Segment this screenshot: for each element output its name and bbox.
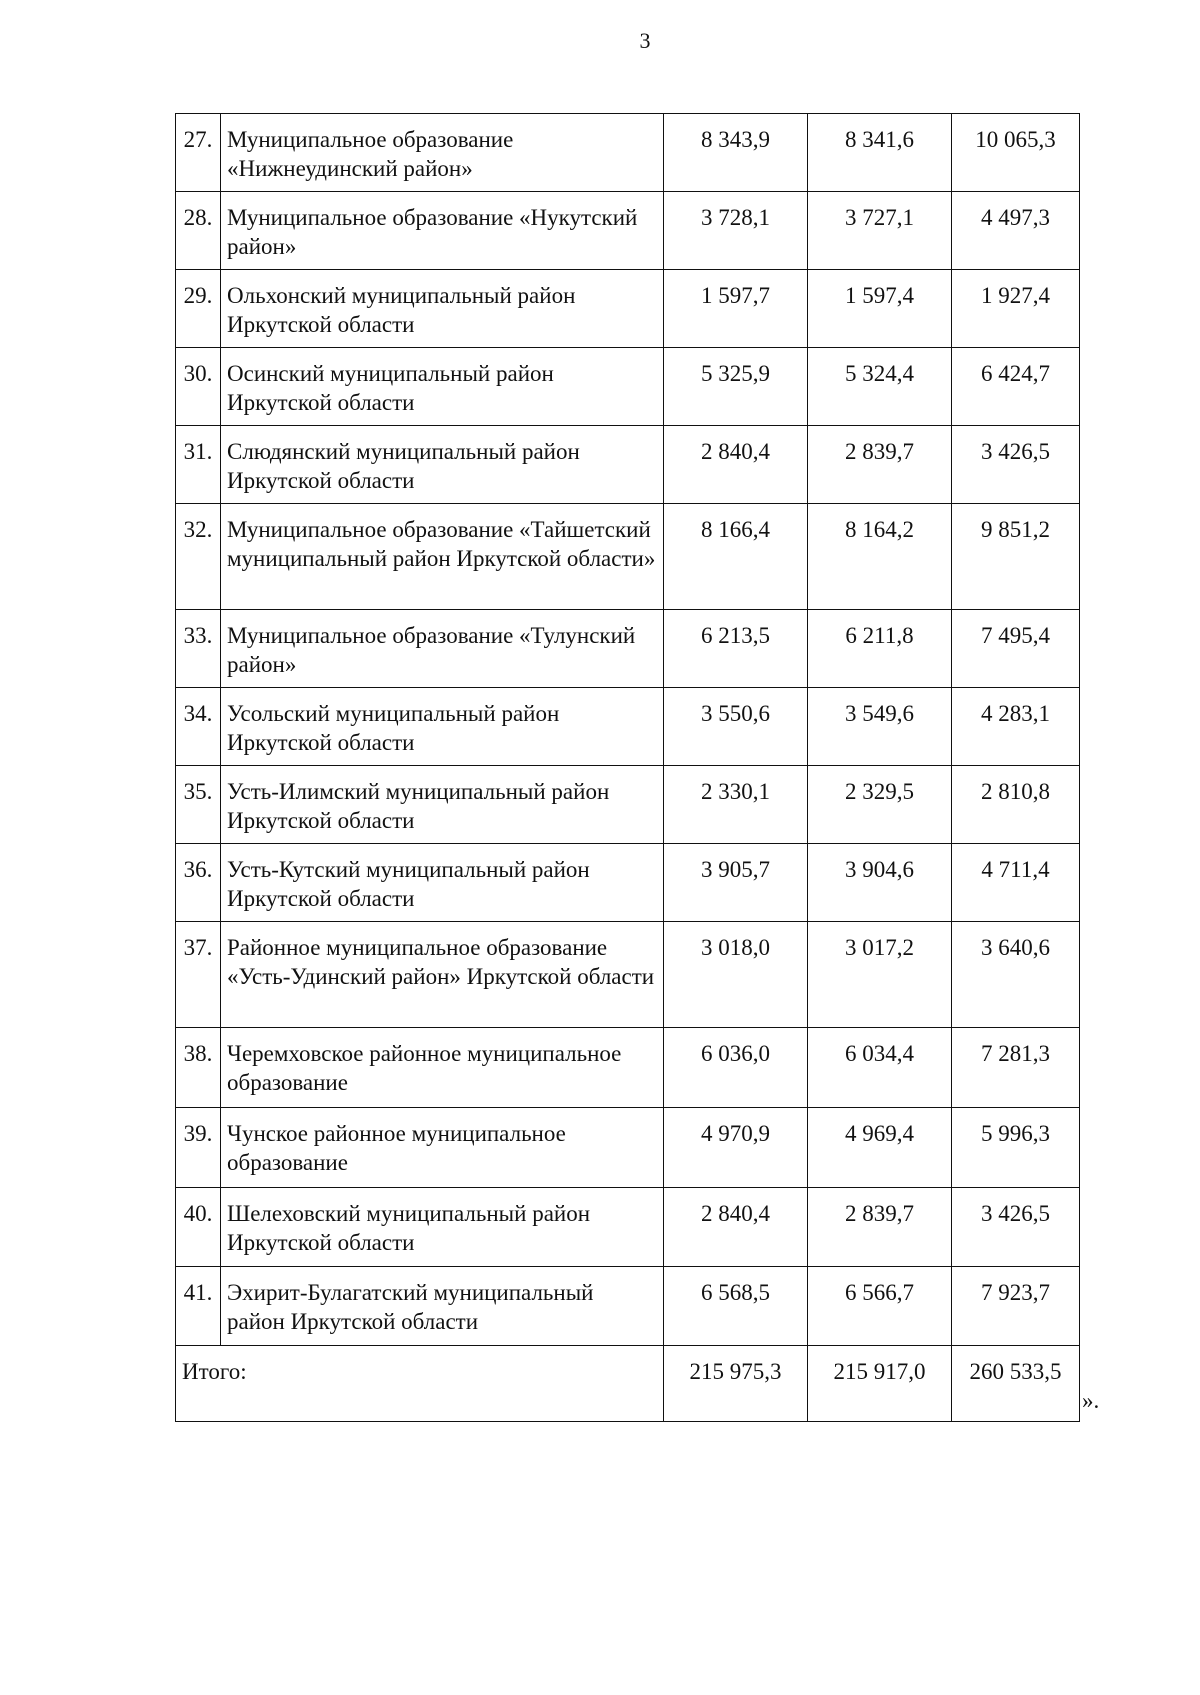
total-value-col-2: 215 917,0 [808, 1346, 952, 1422]
value-col-1: 3 905,7 [664, 844, 808, 922]
table-row [176, 348, 1080, 426]
municipality-name: Ольхонский муниципальный район Иркутской области [221, 270, 664, 348]
value-col-3: 1 927,4 [952, 270, 1080, 348]
row-number: 27. [176, 114, 221, 192]
value-col-1: 3 550,6 [664, 688, 808, 766]
table-row [176, 1028, 1080, 1108]
table-row [176, 114, 1080, 192]
value-col-2: 8 341,6 [808, 114, 952, 192]
value-col-3: 7 495,4 [952, 610, 1080, 688]
municipality-name: Осинский муниципальный район Иркутской области [221, 348, 664, 426]
value-col-3: 3 640,6 [952, 922, 1080, 1028]
table-row [176, 922, 1080, 1028]
value-col-3: 5 996,3 [952, 1108, 1080, 1188]
value-col-1: 6 036,0 [664, 1028, 808, 1108]
table-row [176, 270, 1080, 348]
value-col-3: 3 426,5 [952, 426, 1080, 504]
table-row [176, 1108, 1080, 1188]
row-number: 29. [176, 270, 221, 348]
municipality-name: Муниципальное образование «Тулунский район» [221, 610, 664, 688]
value-col-2: 3 904,6 [808, 844, 952, 922]
municipality-name: Слюдянский муниципальный район Иркутской области [221, 426, 664, 504]
municipality-name: Муниципальное образование «Тайшетский муниципальный район Иркутской области» [221, 504, 664, 610]
value-col-3: 3 426,5 [952, 1188, 1080, 1267]
total-value-col-3: 260 533,5 [952, 1346, 1080, 1422]
value-col-2: 3 017,2 [808, 922, 952, 1028]
budget-table [175, 113, 1080, 1422]
row-number: 32. [176, 504, 221, 610]
value-col-2: 3 549,6 [808, 688, 952, 766]
value-col-1: 3 728,1 [664, 192, 808, 270]
municipality-name: Усть-Илимский муниципальный район Иркутской области [221, 766, 664, 844]
row-number: 33. [176, 610, 221, 688]
row-number: 38. [176, 1028, 221, 1108]
value-col-2: 2 329,5 [808, 766, 952, 844]
row-number: 41. [176, 1267, 221, 1346]
municipality-name: Муниципальное образование «Нижнеудинский район» [221, 114, 664, 192]
municipality-name: Районное муниципальное образование «Усть-Удинский район» Иркутской области [221, 922, 664, 1028]
total-label: Итого: [176, 1346, 664, 1422]
municipality-name: Чунское районное муниципальное образование [221, 1108, 664, 1188]
row-number: 40. [176, 1188, 221, 1267]
value-col-1: 1 597,7 [664, 270, 808, 348]
value-col-3: 4 283,1 [952, 688, 1080, 766]
value-col-2: 2 839,7 [808, 1188, 952, 1267]
municipality-name: Усть-Кутский муниципальный район Иркутской области [221, 844, 664, 922]
value-col-1: 2 330,1 [664, 766, 808, 844]
row-number: 31. [176, 426, 221, 504]
value-col-3: 4 711,4 [952, 844, 1080, 922]
municipality-name: Шелеховский муниципальный район Иркутской области [221, 1188, 664, 1267]
value-col-1: 6 213,5 [664, 610, 808, 688]
value-col-1: 2 840,4 [664, 426, 808, 504]
row-number: 30. [176, 348, 221, 426]
value-col-2: 5 324,4 [808, 348, 952, 426]
municipality-name: Черемховское районное муниципальное образование [221, 1028, 664, 1108]
value-col-1: 6 568,5 [664, 1267, 808, 1346]
table-row [176, 766, 1080, 844]
value-col-3: 2 810,8 [952, 766, 1080, 844]
closing-quote-mark: ». [1082, 1388, 1100, 1413]
row-number: 34. [176, 688, 221, 766]
table-row [176, 844, 1080, 922]
value-col-2: 1 597,4 [808, 270, 952, 348]
value-col-3: 4 497,3 [952, 192, 1080, 270]
value-col-2: 2 839,7 [808, 426, 952, 504]
row-number: 28. [176, 192, 221, 270]
row-number: 36. [176, 844, 221, 922]
value-col-1: 8 343,9 [664, 114, 808, 192]
table-row [176, 426, 1080, 504]
value-col-2: 4 969,4 [808, 1108, 952, 1188]
total-row [176, 1346, 1080, 1422]
value-col-1: 4 970,9 [664, 1108, 808, 1188]
table-row [176, 504, 1080, 610]
value-col-2: 6 211,8 [808, 610, 952, 688]
row-number: 39. [176, 1108, 221, 1188]
total-value-col-1: 215 975,3 [664, 1346, 808, 1422]
value-col-2: 3 727,1 [808, 192, 952, 270]
table-row [176, 192, 1080, 270]
municipality-name: Эхирит-Булагатский муниципальный район Иркутской области [221, 1267, 664, 1346]
value-col-3: 10 065,3 [952, 114, 1080, 192]
row-number: 37. [176, 922, 221, 1028]
value-col-3: 7 281,3 [952, 1028, 1080, 1108]
value-col-1: 8 166,4 [664, 504, 808, 610]
value-col-2: 6 566,7 [808, 1267, 952, 1346]
value-col-3: 6 424,7 [952, 348, 1080, 426]
table-row [176, 1267, 1080, 1346]
value-col-3: 9 851,2 [952, 504, 1080, 610]
value-col-1: 2 840,4 [664, 1188, 808, 1267]
value-col-3: 7 923,7 [952, 1267, 1080, 1346]
page-number: 3 [639, 28, 651, 53]
municipality-name: Усольский муниципальный район Иркутской области [221, 688, 664, 766]
value-col-1: 3 018,0 [664, 922, 808, 1028]
table-row [176, 610, 1080, 688]
municipality-name: Муниципальное образование «Нукутский район» [221, 192, 664, 270]
table-row [176, 1188, 1080, 1267]
row-number: 35. [176, 766, 221, 844]
value-col-2: 6 034,4 [808, 1028, 952, 1108]
value-col-2: 8 164,2 [808, 504, 952, 610]
value-col-1: 5 325,9 [664, 348, 808, 426]
table-row [176, 688, 1080, 766]
